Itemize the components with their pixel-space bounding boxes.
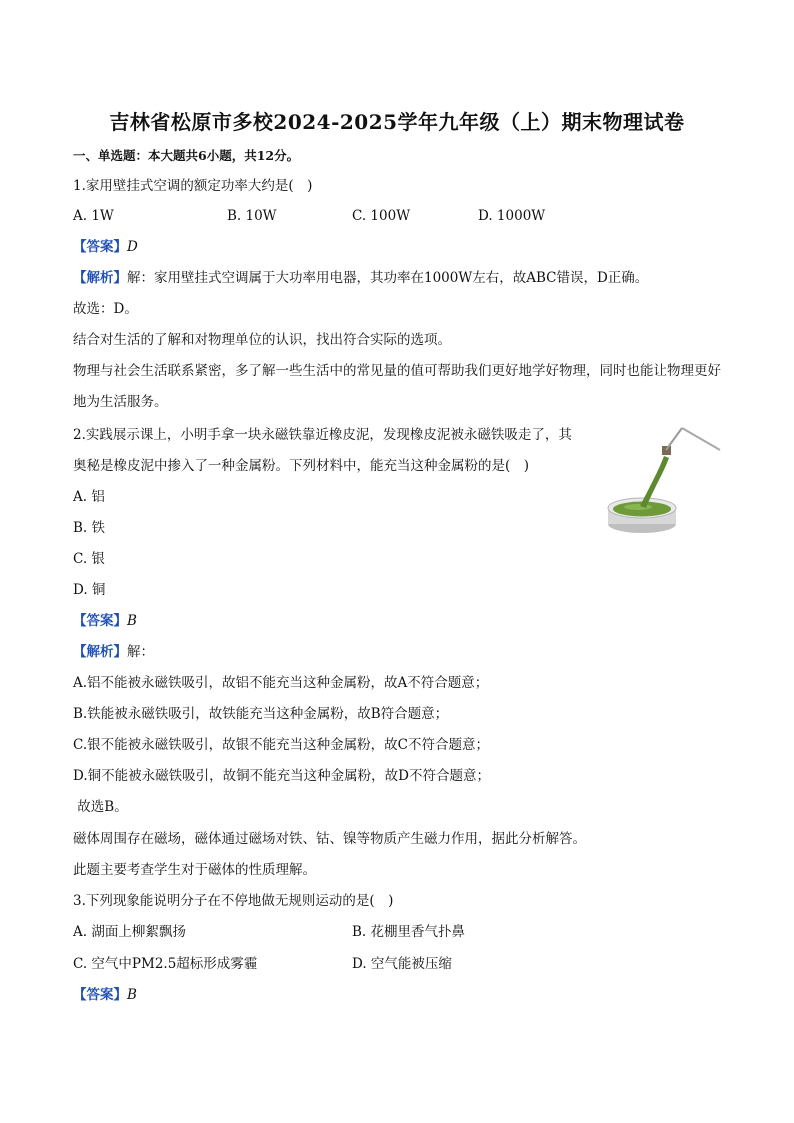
q2-choose: 故选B。 <box>73 799 128 815</box>
q2-option-d: D. 铜 <box>73 582 106 598</box>
q1-answer <box>73 237 138 257</box>
q1-note1: 结合对生活的了解和对物理单位的认识，找出符合实际的选项。 <box>73 332 451 348</box>
q3-option-d: D. 空气能被压缩 <box>352 956 452 972</box>
answer-label: 【答案】 <box>73 613 127 629</box>
q2-option-a: A. 铝 <box>73 489 105 505</box>
q2-note2: 此题主要考查学生对于磁体的性质理解。 <box>73 862 316 878</box>
analysis-text: 解： <box>127 644 154 660</box>
q3-answer <box>73 985 137 1005</box>
q2-analysis <box>73 642 154 662</box>
q2-analysis-line-c: C.银不能被永磁铁吸引，故银不能充当这种金属粉，故C不符合题意； <box>73 737 489 753</box>
q1-option-d: D. 1000W <box>478 208 546 224</box>
q2-note1: 磁体周围存在磁场，磁体通过磁场对铁、钴、镍等物质产生磁力作用，据此分析解答。 <box>73 831 586 847</box>
q2-option-c: C. 银 <box>73 551 105 567</box>
analysis-text: 解：家用壁挂式空调属于大功率用电器，其功率在1000W左右，故ABC错误，D正确。 <box>127 270 649 286</box>
q1-option-c: C. 100W <box>352 208 411 224</box>
q1-stem: 1.家用壁挂式空调的额定功率大约是( ) <box>73 178 313 194</box>
q3-stem: 3.下列现象能说明分子在不停地做无规则运动的是( ) <box>73 893 394 909</box>
page-title: 吉林省松原市多校2024-2025学年九年级（上）期末物理试卷 <box>109 110 685 134</box>
answer-label: 【答案】 <box>73 987 127 1003</box>
q2-analysis-line-d: D.铜不能被永磁铁吸引，故铜不能充当这种金属粉，故D不符合题意； <box>73 768 490 784</box>
q2-analysis-line-a: A.铝不能被永磁铁吸引，故铝不能充当这种金属粉，故A不符合题意； <box>73 675 489 691</box>
q1-analysis <box>73 268 648 288</box>
answer-value: B <box>127 613 137 629</box>
answer-value: D <box>127 239 138 255</box>
q3-option-b: B. 花棚里香气扑鼻 <box>352 924 466 940</box>
section-heading: 一、单选题：本大题共6小题，共12分。 <box>73 148 300 163</box>
q2-answer <box>73 611 137 631</box>
q2-option-b: B. 铁 <box>73 520 106 536</box>
answer-value: B <box>127 987 137 1003</box>
q2-stem-line1: 2.实践展示课上，小明手拿一块永磁铁靠近橡皮泥，发现橡皮泥被永磁铁吸走了，其 <box>73 427 572 443</box>
analysis-label: 【解析】 <box>73 270 127 286</box>
q1-option-a: A. 1W <box>73 208 114 224</box>
answer-label: 【答案】 <box>73 239 127 255</box>
analysis-label: 【解析】 <box>73 644 127 660</box>
q3-option-a: A. 湖面上柳絮飘扬 <box>73 924 186 940</box>
q2-stem-line2: 奥秘是橡皮泥中掺入了一种金属粉。下列材料中，能充当这种金属粉的是( ) <box>73 458 530 474</box>
q1-option-b: B. 10W <box>227 208 277 224</box>
magnetic-putty-image <box>600 420 730 535</box>
q1-note2: 物理与社会生活联系紧密，多了解一些生活中的常见量的值可帮助我们更好地学好物理，同时也能让物理更好地为生活服务。 <box>73 363 721 410</box>
q3-option-c: C. 空气中PM2.5超标形成雾霾 <box>73 956 258 972</box>
q1-choose: 故选：D。 <box>73 301 138 317</box>
q2-analysis-line-b: B.铁能被永磁铁吸引，故铁能充当这种金属粉，故B符合题意； <box>73 706 449 722</box>
